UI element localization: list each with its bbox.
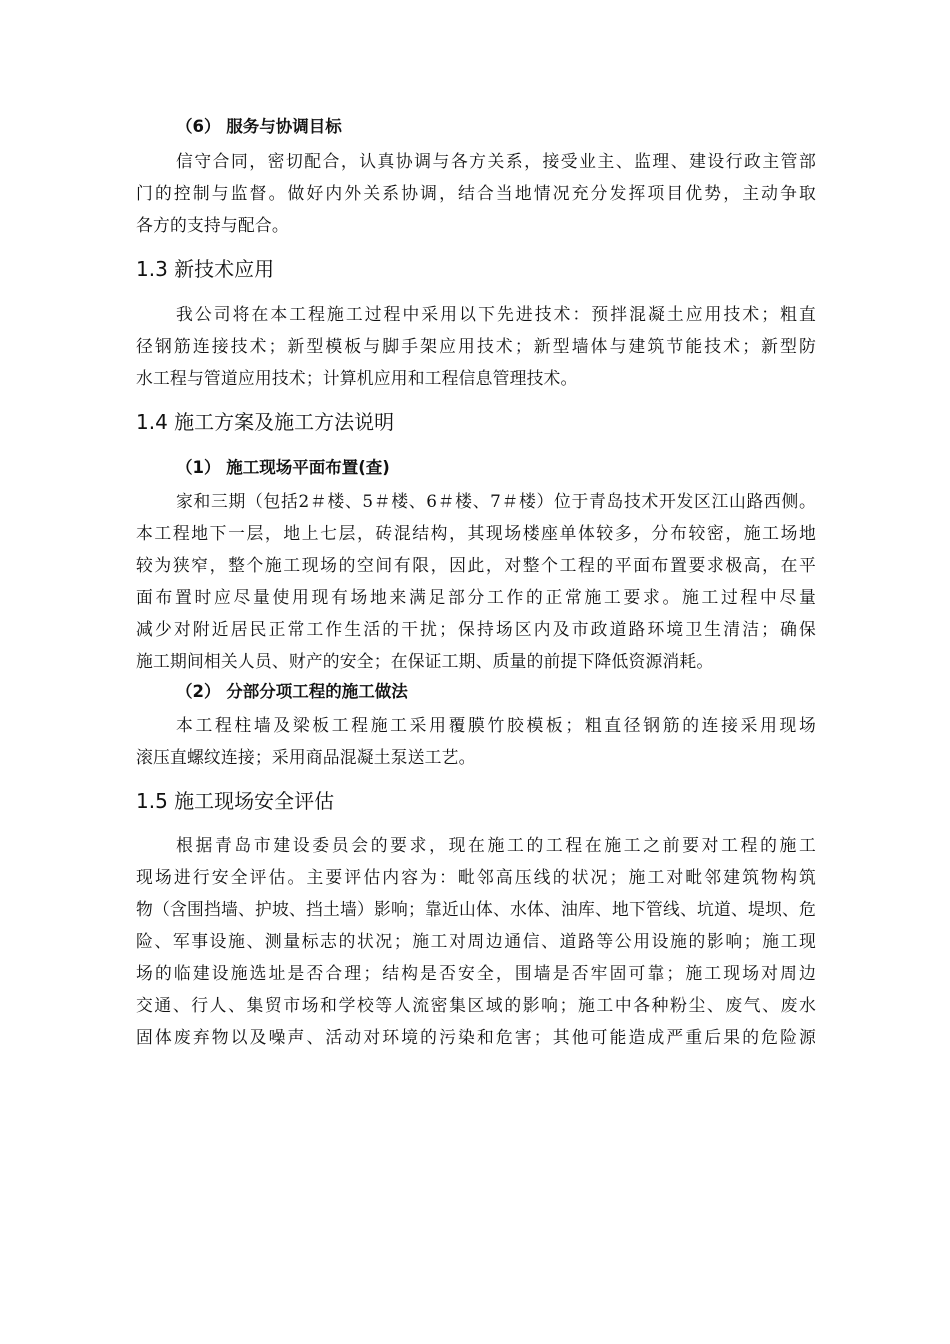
paragraph-safety-assessment: [136, 829, 816, 1053]
text-line: 施工期间相关人员、财产的安全；在保证工期、质量的前提下降低资源消耗。: [136, 651, 714, 671]
text-line: 减少对附近居民正常工作生活的干扰；保持场区内及市政道路环境卫生清洁；确保: [136, 619, 816, 639]
paragraph-service-coordination: [136, 145, 816, 241]
text-line: 交通、行人、集贸市场和学校等人流密集区域的影响；施工中各种粉尘、废气、废水: [136, 995, 816, 1015]
paragraph-subproject-methods: [136, 709, 816, 773]
text-line: 我公司将在本工程施工过程中采用以下先进技术：预拌混凝土应用技术；粗直: [176, 304, 816, 324]
text-line: 根据青岛市建设委员会的要求，现在施工的工程在施工之前要对工程的施工: [176, 835, 816, 855]
text-line: 本工程柱墙及梁板工程施工采用覆膜竹胶模板；粗直径钢筋的连接采用现场: [176, 715, 816, 735]
heading-1-4: 1.4 施工方案及施工方法说明: [136, 410, 395, 434]
text-line: 险、军事设施、测量标志的状况；施工对周边通信、道路等公用设施的影响；施工现: [136, 931, 816, 951]
subheading-subproject-methods: （2） 分部分项工程的施工做法: [176, 682, 408, 701]
text-line: 信守合同，密切配合，认真协调与各方关系，接受业主、监理、建设行政主管部: [176, 151, 816, 171]
paragraph-new-technology: [136, 298, 816, 394]
subheading-service-coordination: （6） 服务与协调目标: [176, 117, 342, 136]
heading-1-3: 1.3 新技术应用: [136, 257, 275, 281]
text-line: 物（含围挡墙、护坡、挡土墙）影响；靠近山体、水体、油库、地下管线、坑道、堤坝、危: [136, 899, 816, 919]
heading-1-5: 1.5 施工现场安全评估: [136, 789, 335, 813]
text-line: 较为狭窄，整个施工现场的空间有限，因此，对整个工程的平面布置要求极高，在平: [136, 555, 816, 575]
text-line: 门的控制与监督。做好内外关系协调，结合当地情况充分发挥项目优势，主动争取: [136, 183, 816, 203]
text-line: 家和三期（包括2＃楼、5＃楼、6＃楼、7＃楼）位于青岛技术开发区江山路西侧。: [176, 491, 816, 511]
text-line: 面布置时应尽量使用现有场地来满足部分工作的正常施工要求。施工过程中尽量: [136, 587, 816, 607]
subheading-site-layout: （1） 施工现场平面布置(查): [176, 458, 390, 477]
text-line: 现场进行安全评估。主要评估内容为：毗邻高压线的状况；施工对毗邻建筑物构筑: [136, 867, 816, 887]
text-line: 固体废弃物以及噪声、活动对环境的污染和危害；其他可能造成严重后果的危险源: [136, 1027, 816, 1047]
text-line: 径钢筋连接技术；新型模板与脚手架应用技术；新型墙体与建筑节能技术；新型防: [136, 336, 816, 356]
text-line: 本工程地下一层，地上七层，砖混结构，其现场楼座单体较多，分布较密，施工场地: [136, 523, 816, 543]
text-line: 水工程与管道应用技术；计算机应用和工程信息管理技术。: [136, 368, 578, 388]
paragraph-site-layout: [136, 485, 816, 677]
text-line: 滚压直螺纹连接；采用商品混凝土泵送工艺。: [136, 747, 476, 767]
text-line: 场的临建设施选址是否合理；结构是否安全，围墙是否牢固可靠；施工现场对周边: [136, 963, 816, 983]
text-line: 各方的支持与配合。: [136, 215, 289, 235]
